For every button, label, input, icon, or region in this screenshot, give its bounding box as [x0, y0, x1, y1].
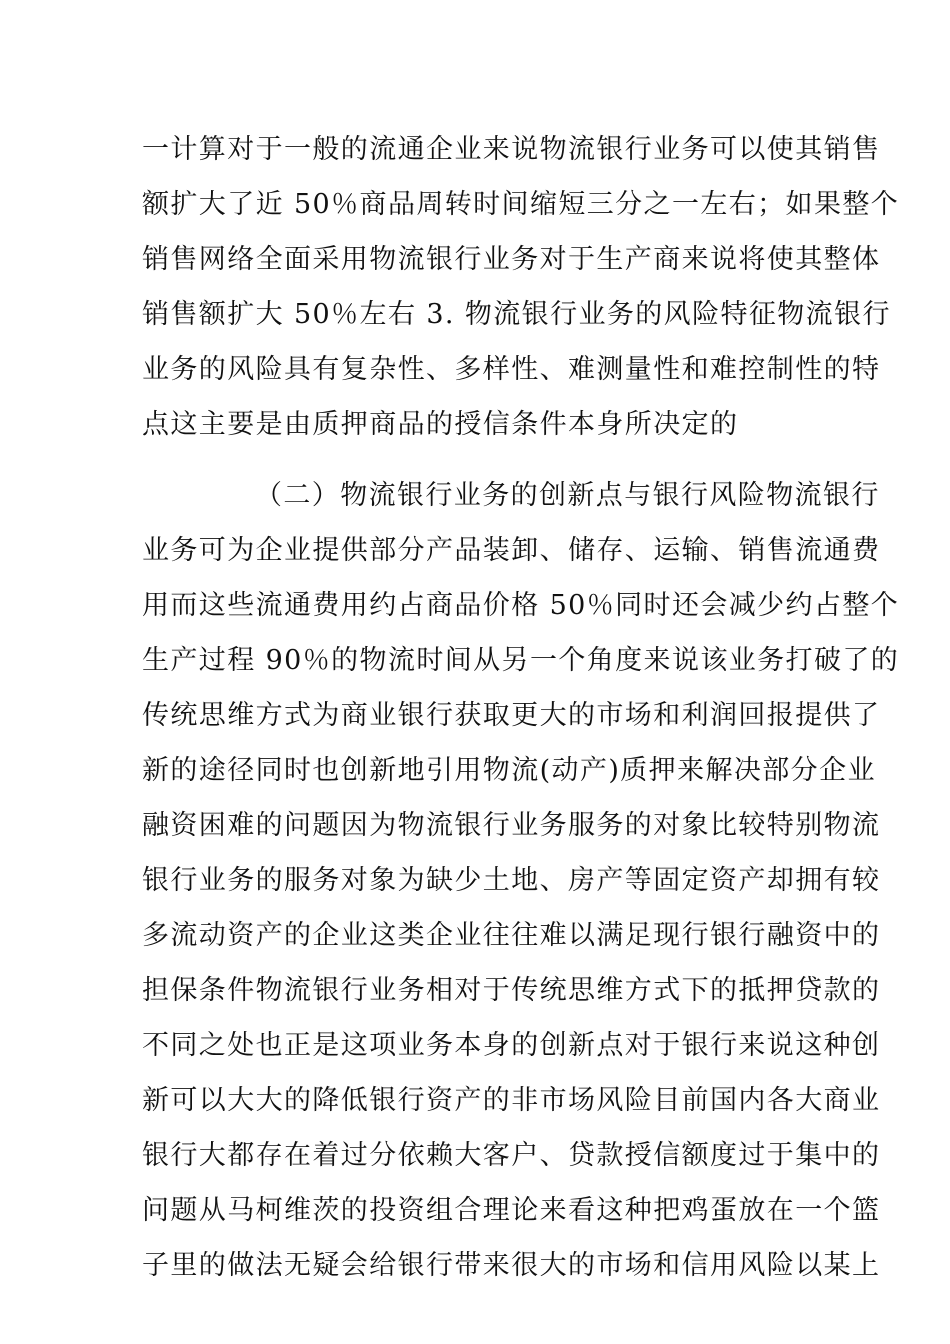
text-line: 新可以大大的降低银行资产的非市场风险目前国内各大商业 [142, 1085, 881, 1116]
text-line: 银行大都存在着过分依赖大客户、贷款授信额度过于集中的 [142, 1140, 881, 1171]
text-line: 融资困难的问题因为物流银行业务服务的对象比较特别物流 [142, 810, 881, 841]
text-line: 问题从马柯维茨的投资组合理论来看这种把鸡蛋放在一个篮 [142, 1195, 881, 1226]
text-line: 用而这些流通费用约占商品价格 50％同时还会减少约占整个 [142, 590, 900, 621]
text-line: 不同之处也正是这项业务本身的创新点对于银行来说这种创 [142, 1030, 881, 1061]
text-line: 点这主要是由质押商品的授信条件本身所决定的 [142, 409, 739, 440]
text-line: 生产过程 90％的物流时间从另一个角度来说该业务打破了的 [142, 645, 900, 676]
text-line: 销售网络全面采用物流银行业务对于生产商来说将使其整体 [142, 244, 881, 275]
text-line: 业务可为企业提供部分产品装卸、储存、运输、销售流通费 [142, 535, 881, 566]
text-line: 额扩大了近 50％商品周转时间缩短三分之一左右；如果整个 [142, 189, 900, 220]
text-line: 新的途径同时也创新地引用物流(动产)质押来解决部分企业 [142, 755, 876, 786]
text-line: 传统思维方式为商业银行获取更大的市场和利润回报提供了 [142, 700, 881, 731]
section-heading-line: （二）物流银行业务的创新点与银行风险物流银行 [255, 480, 880, 511]
text-line: 销售额扩大 50％左右 3. 物流银行业务的风险特征物流银行 [142, 299, 891, 330]
paragraph-1 [142, 122, 900, 452]
text-line: 子里的做法无疑会给银行带来很大的市场和信用风险以某上 [142, 1250, 881, 1281]
text-line: 多流动资产的企业这类企业往往难以满足现行银行融资中的 [142, 920, 881, 951]
text-line: 担保条件物流银行业务相对于传统思维方式下的抵押贷款的 [142, 975, 881, 1006]
paragraph-2 [142, 468, 900, 1293]
text-line: 银行业务的服务对象为缺少土地、房产等固定资产却拥有较 [142, 865, 881, 896]
text-line: 一计算对于一般的流通企业来说物流银行业务可以使其销售 [142, 134, 881, 165]
text-line: 业务的风险具有复杂性、多样性、难测量性和难控制性的特 [142, 354, 881, 385]
